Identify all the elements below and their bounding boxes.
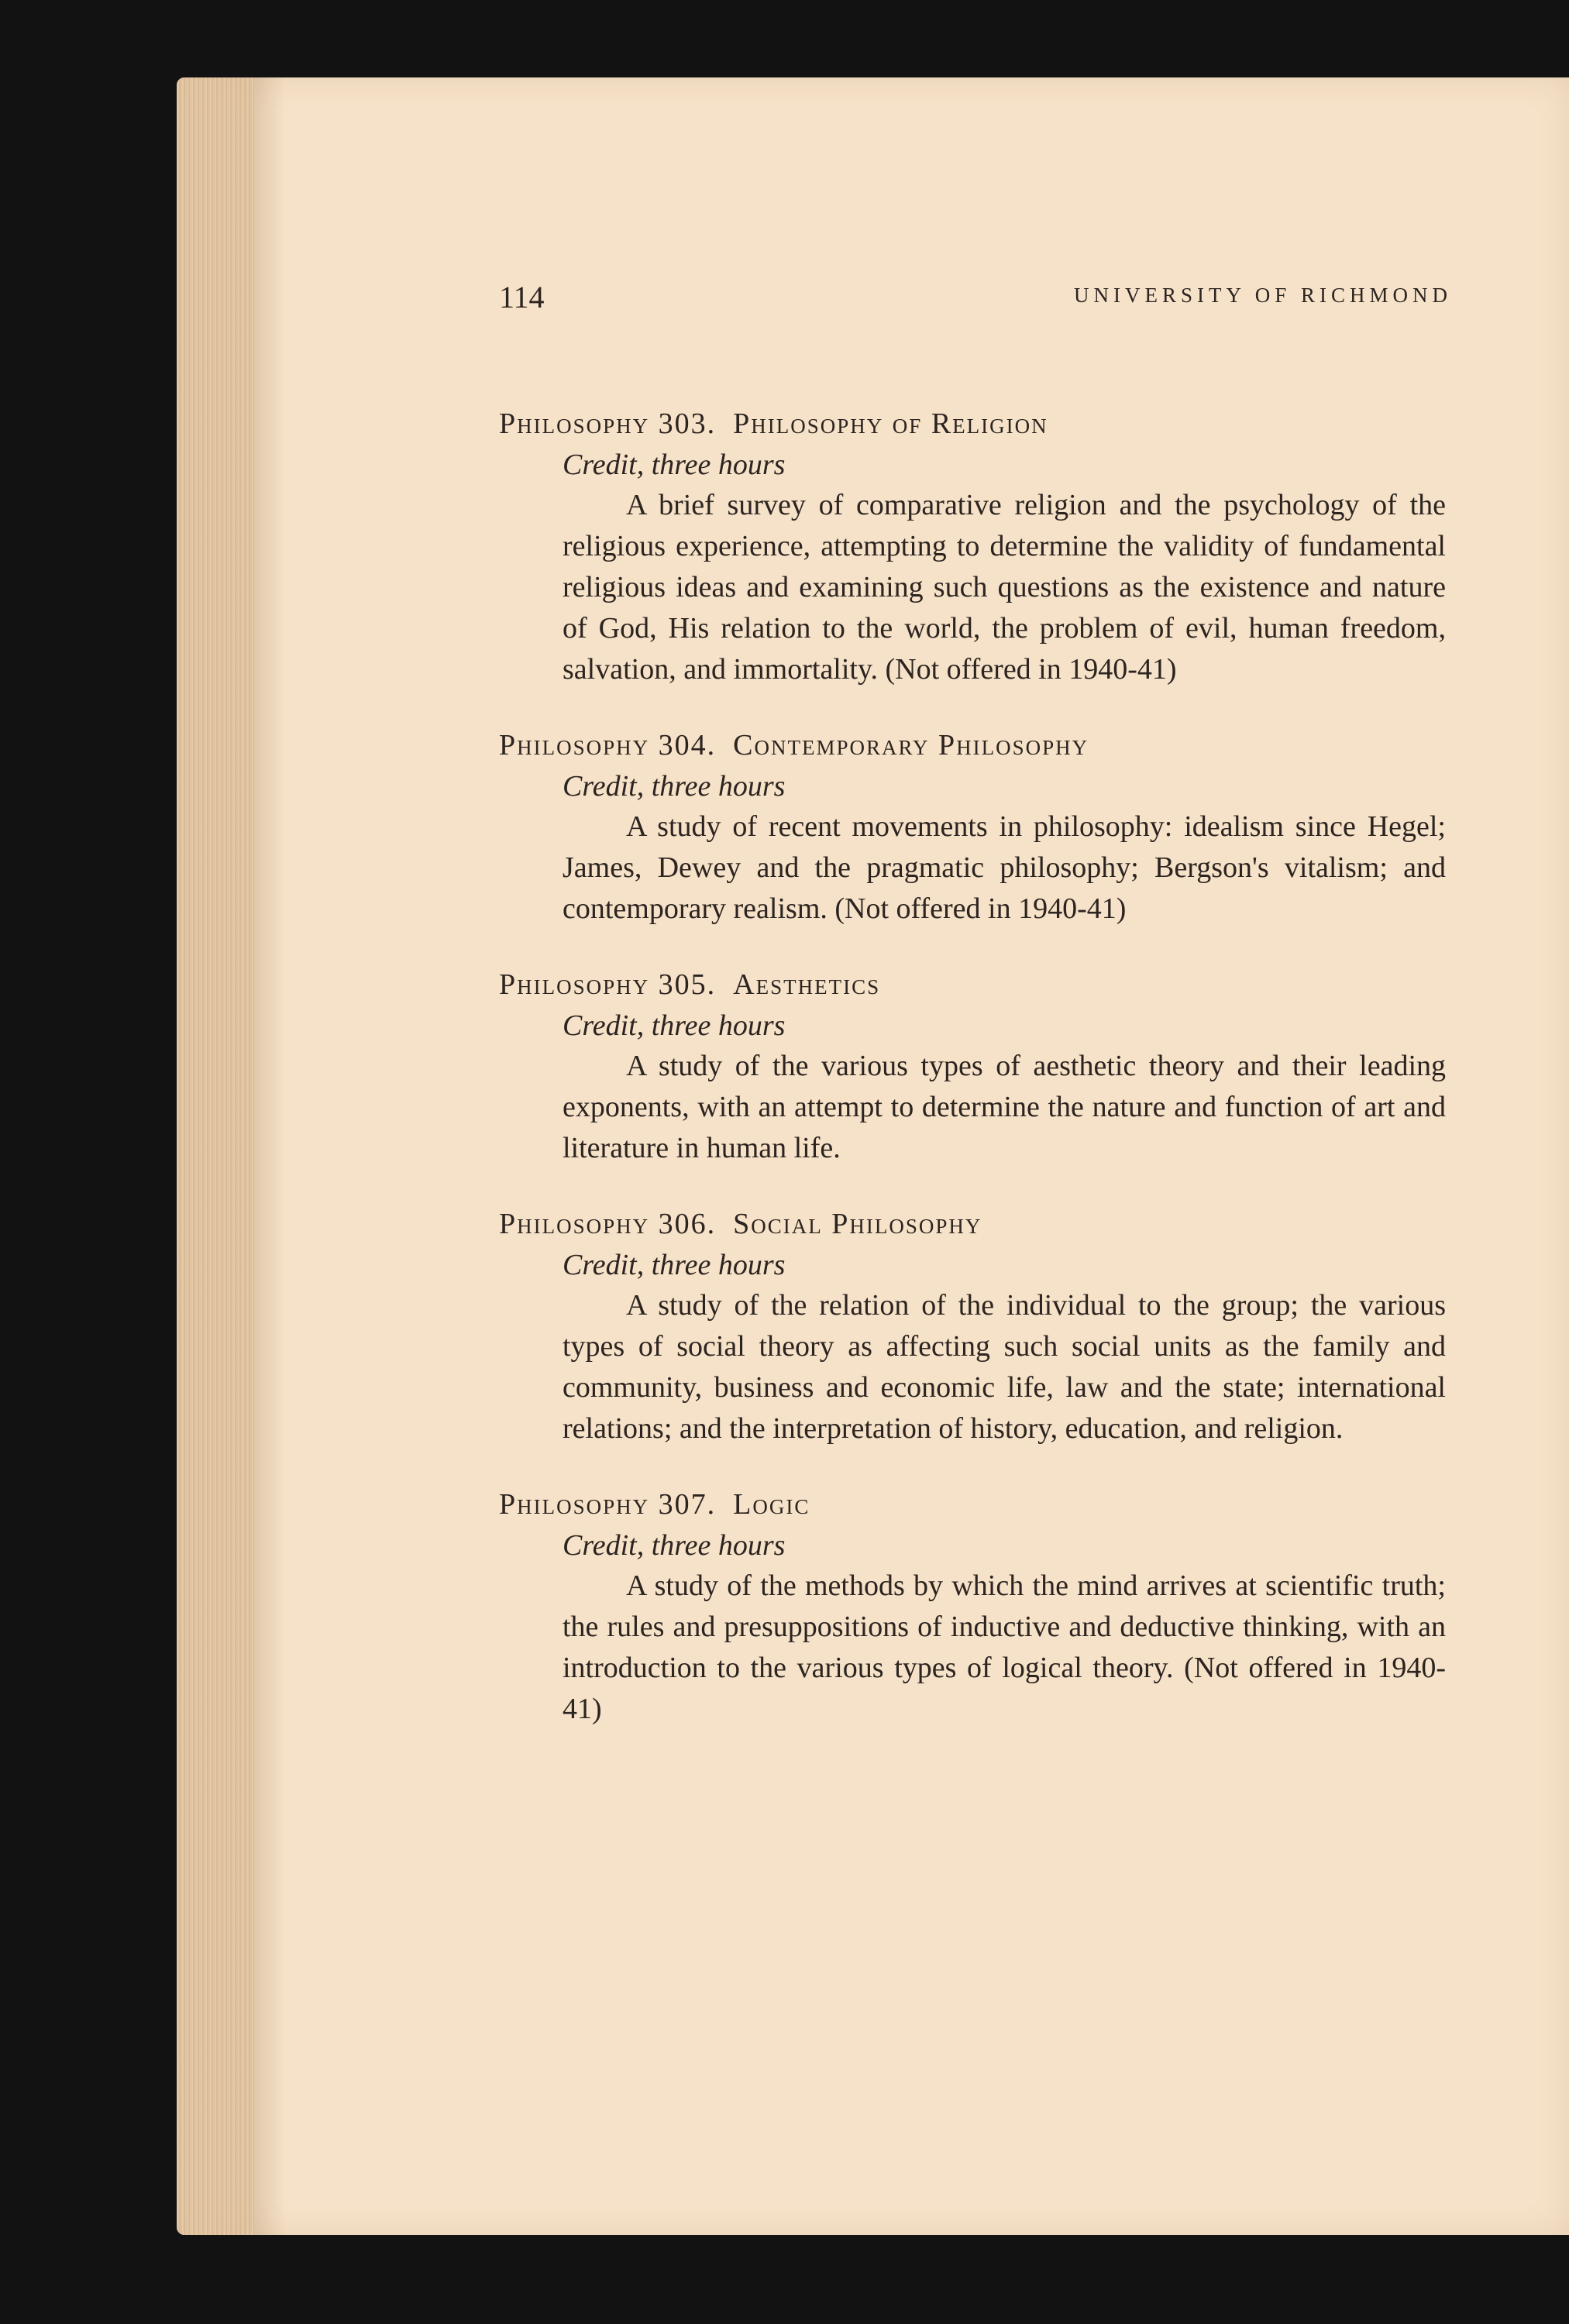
- course-credit: Credit, three hours: [563, 770, 786, 803]
- course-number: Philosophy 304.: [499, 729, 717, 761]
- course-title: Aesthetics: [733, 968, 881, 1001]
- course-title: Contemporary Philosophy: [733, 729, 1089, 761]
- course-credit: Credit, three hours: [563, 1249, 786, 1281]
- course-number: Philosophy 305.: [499, 968, 717, 1001]
- course-number: Philosophy 306.: [499, 1208, 717, 1240]
- course-number: Philosophy 303.: [499, 407, 717, 440]
- course-entry: [499, 724, 1460, 930]
- course-title: Social Philosophy: [733, 1208, 982, 1240]
- page-edge-stack: [177, 77, 254, 2235]
- page-gutter-shadow: [254, 77, 285, 2235]
- course-credit: Credit, three hours: [563, 449, 786, 481]
- course-entry: [499, 964, 1460, 1169]
- course-credit: Credit, three hours: [563, 1529, 786, 1562]
- course-description: A brief survey of comparative religion and the psychology of the religious experience, attempting to determine the validity of fundamental religious ideas and examining such questions as the existence and nature of God, His relation to the world, the problem of evil, human freedom, salvation, and immortality. (Not offered in 1940-41): [563, 489, 1446, 686]
- course-heading: [499, 1483, 1460, 1525]
- course-heading: [499, 403, 1460, 445]
- course-heading: [499, 1203, 1460, 1245]
- course-entry: [499, 1483, 1460, 1730]
- course-entry: [499, 1203, 1460, 1449]
- page-text: [499, 279, 1460, 1730]
- running-head-title: UNIVERSITY OF RICHMOND: [1073, 284, 1452, 307]
- course-description: A study of recent movements in philosophy: idealism since Hegel; James, Dewey and the pragmatic philosophy; Bergson's vitalism; and contemporary realism. (Not offered in 1940-41): [563, 810, 1446, 925]
- course-title: Logic: [733, 1488, 810, 1521]
- course-number: Philosophy 307.: [499, 1488, 717, 1521]
- page-number: 114: [499, 280, 545, 315]
- course-heading: [499, 724, 1460, 766]
- course-credit: Credit, three hours: [563, 1009, 786, 1042]
- course-heading: [499, 964, 1460, 1006]
- course-title: Philosophy of Religion: [733, 407, 1048, 440]
- course-description: A study of the methods by which the mind arrives at scientific truth; the rules and presuppositions of inductive and deductive thinking, with an introduction to the various types of logical theory. (Not offered in 1940-41): [563, 1569, 1446, 1725]
- course-description: A study of the relation of the individual to the group; the various types of social theory as affecting such social units as the family and community, business and economic life, law and the state; international relations; and the interpretation of history, education, and religion.: [563, 1289, 1446, 1445]
- running-head: [499, 279, 1460, 325]
- course-entry: [499, 403, 1460, 690]
- course-description: A study of the various types of aesthetic theory and their leading exponents, with an attempt to determine the nature and function of art and literature in human life.: [563, 1050, 1446, 1164]
